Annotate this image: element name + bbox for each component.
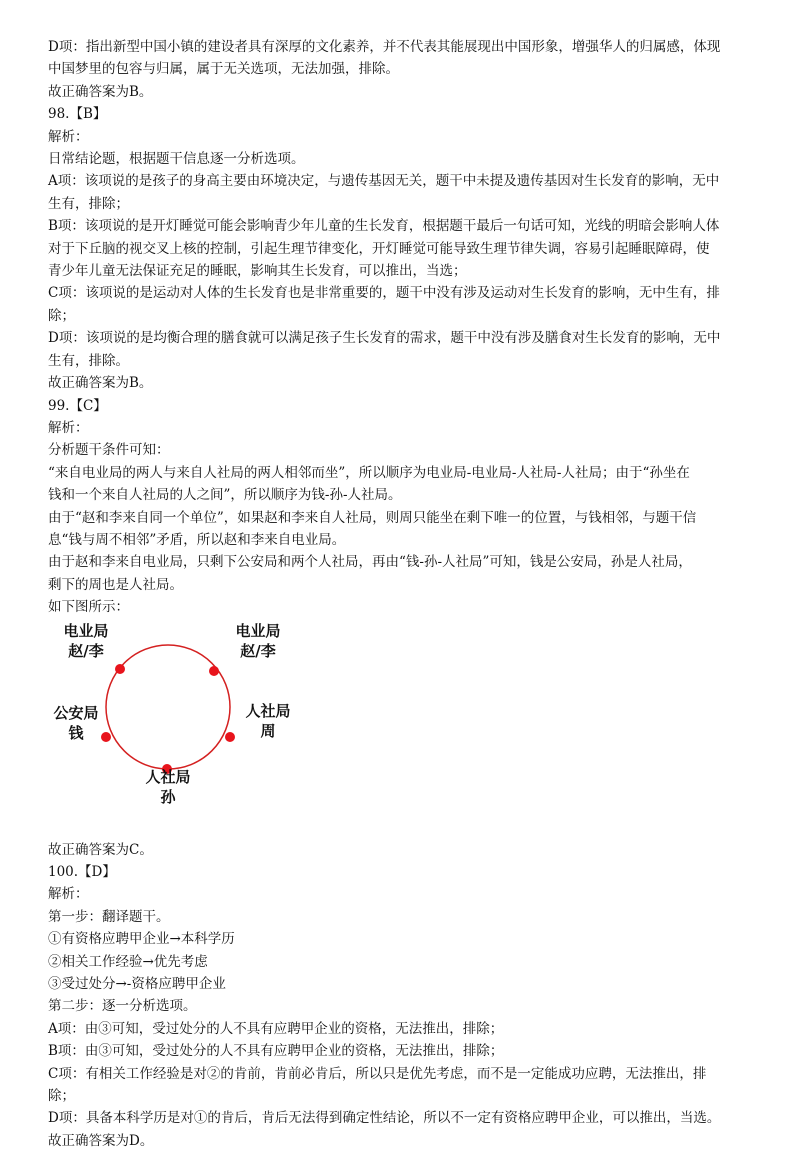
text-line: D项：指出新型中国小镇的建设者具有深厚的文化素养，并不代表其能展现出中国形象，增强华人的归属感，体现 (48, 39, 721, 55)
seat-label-right (240, 701, 296, 741)
text-line: 生有，排除； (48, 195, 129, 212)
seat-label-top-left (58, 621, 114, 661)
text-line: 中国梦里的包容与归属，属于无关选项，无法加强，排除。 (48, 61, 399, 78)
text-line: D项：具备本科学历是对①的肯后，肯后无法得到确定性结论，所以不一定有资格应聘甲企业，可以推出，当选。 (48, 1110, 721, 1127)
document-page (48, 36, 758, 1152)
text-line: C项：该项说的是运动对人体的生长发育也是非常重要的，题干中没有涉及运动对生长发育的影响，无中生有，排 (48, 285, 720, 302)
seat-unit: 电业局 (63, 621, 109, 640)
text-line: 解析： (48, 128, 89, 145)
text-line: 故正确答案为B。 (48, 83, 153, 100)
text-line: A项：由③可知，受过处分的人不具有应聘甲企业的资格，无法推出，排除； (48, 1020, 504, 1037)
text-block-top (48, 36, 758, 619)
text-line: C项：有相关工作经验是对②的肯前，肯前必肯后，所以只是优先考虑，而不是一定能成功应聘，无法推出，排 (48, 1065, 707, 1082)
text-line: 100.【D】 (48, 863, 116, 880)
seat-unit: 电业局 (235, 621, 281, 640)
text-line: 第二步：逐一分析选项。 (48, 998, 197, 1015)
text-line: 第一步：翻译题干。 (48, 908, 170, 925)
text-line: 故正确答案为B。 (48, 375, 153, 392)
seat-person: 钱 (68, 723, 84, 742)
seat-label-top-right (230, 621, 286, 661)
text-line: A项：该项说的是孩子的身高主要由环境决定，与遗传基因无关，题干中未提及遗传基因对生长发育的影响，无中 (48, 173, 720, 190)
text-line: 除； (48, 307, 75, 324)
text-line: “来自电业局的两人与来自人社局的两人相邻而坐”，所以顺序为电业局-电业局-人社局-人社局；由于“孙坐在 (48, 464, 690, 481)
seat-dot-right (225, 732, 235, 742)
seat-unit: 人社局 (145, 767, 191, 786)
text-line: 分析题干条件可知： (48, 442, 170, 459)
text-line: 98.【B】 (48, 106, 107, 123)
text-line: ③受过处分→-资格应聘甲企业 (48, 976, 226, 992)
text-line: 息“钱与周不相邻”矛盾，所以赵和李来自电业局。 (48, 531, 346, 548)
text-line: 如下图所示： (48, 599, 129, 616)
seat-dot-top-left (115, 664, 125, 674)
text-line: 故正确答案为D。 (48, 1132, 154, 1149)
text-line: 青少年儿童无法保证充足的睡眠，影响其生长发育，可以推出，当选； (48, 263, 467, 280)
seat-dot-top-right (209, 666, 219, 676)
text-line: 日常结论题，根据题干信息逐一分析选项。 (48, 151, 305, 168)
seating-diagram (48, 619, 758, 839)
seating-circle (106, 645, 230, 769)
text-line: 解析： (48, 886, 89, 903)
text-line: ①有资格应聘甲企业→本科学历 (48, 931, 235, 948)
text-line: 剩下的周也是人社局。 (48, 576, 183, 593)
seat-label-left (48, 703, 104, 743)
seat-unit: 公安局 (53, 703, 99, 722)
text-line: D项：该项说的是均衡合理的膳食就可以满足孩子生长发育的需求，题干中没有涉及膳食对生长发育的影响，无中 (48, 330, 721, 347)
text-line: 除； (48, 1088, 75, 1105)
seat-person: 周 (260, 721, 276, 740)
seat-unit: 人社局 (245, 701, 291, 720)
text-line: 生有，排除。 (48, 352, 129, 369)
text-line: ②相关工作经验→优先考虑 (48, 953, 208, 970)
text-line: B项：该项说的是开灯睡觉可能会影响青少年儿童的生长发育，根据题干最后一句话可知，光线的明暗会影响人体 (48, 218, 720, 235)
text-line: 99.【C】 (48, 397, 107, 414)
seat-label-bottom (140, 767, 196, 807)
seat-person: 赵/李 (240, 641, 276, 660)
text-line: 由于赵和李来自电业局，只剩下公安局和两个人社局，再由“钱-孙-人社局”可知，钱是公安局，孙是人社局， (48, 554, 692, 571)
seat-person: 孙 (160, 787, 176, 806)
text-line: B项：由③可知，受过处分的人不具有应聘甲企业的资格，无法推出，排除； (48, 1043, 504, 1060)
text-line: 对于下丘脑的视交叉上核的控制，引起生理节律变化，开灯睡觉可能导致生理节律失调，容易引起睡眠障碍，使 (48, 240, 710, 257)
seat-person: 赵/李 (68, 641, 104, 660)
text-line: 故正确答案为C。 (48, 841, 153, 858)
text-line: 由于“赵和李来自同一个单位”，如果赵和李来自人社局，则周只能坐在剩下唯一的位置，与钱相邻，与题干信 (48, 509, 697, 526)
text-line: 解析： (48, 419, 89, 436)
text-line: 钱和一个来自人社局的人之间”，所以顺序为钱-孙-人社局。 (48, 487, 402, 504)
text-block-bottom (48, 839, 758, 1152)
